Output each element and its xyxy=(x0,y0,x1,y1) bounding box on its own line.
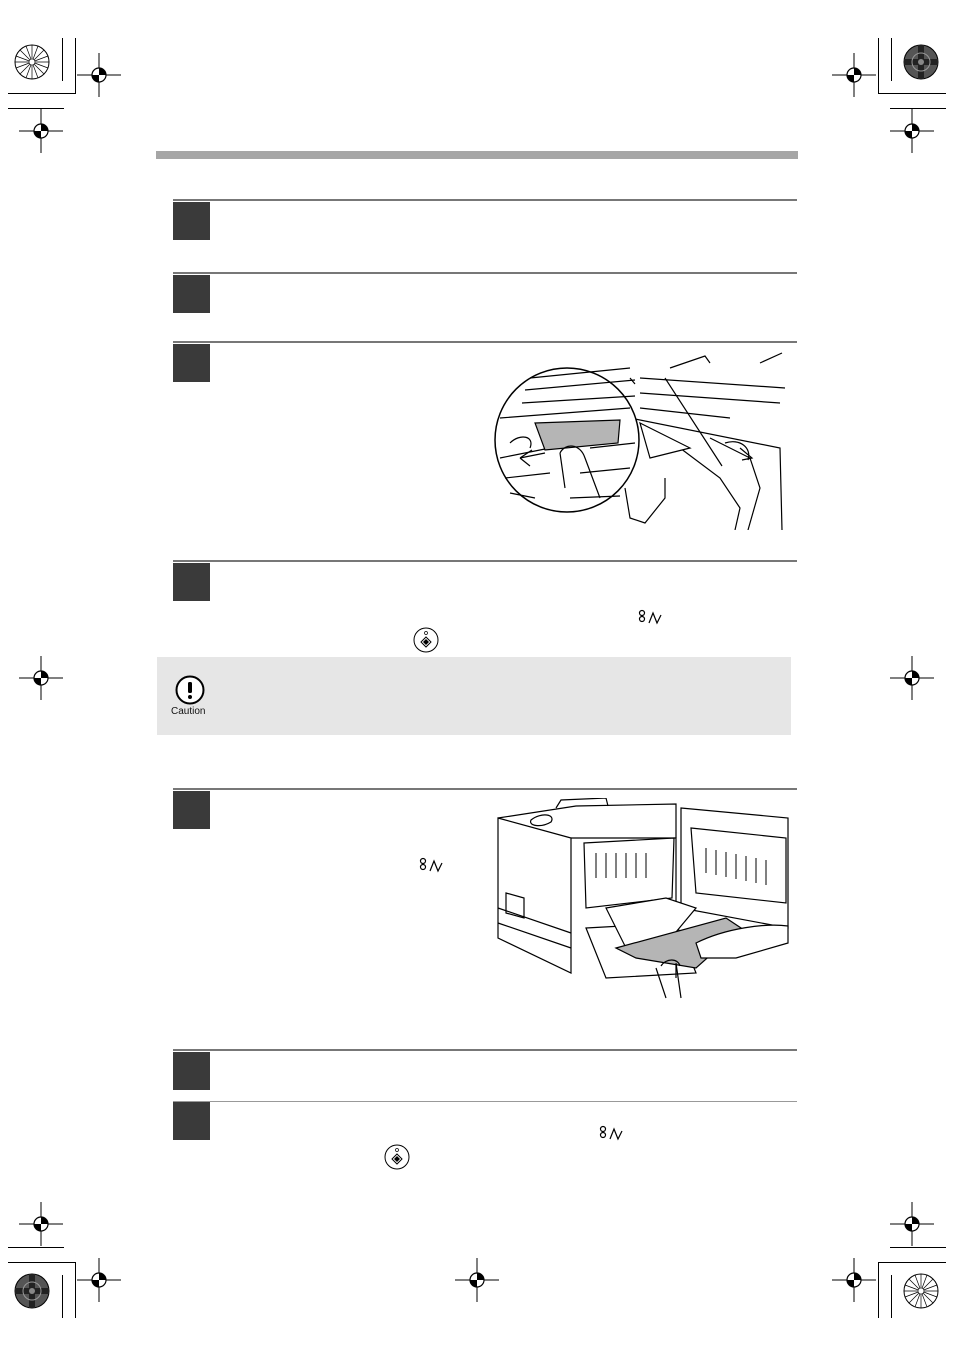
caution-box xyxy=(157,657,791,735)
jam-removal-illustration xyxy=(490,348,786,530)
step-divider xyxy=(173,341,797,343)
start-key-icon xyxy=(413,627,439,653)
misfeed-indicator-icon xyxy=(598,1125,626,1143)
caution-label: Caution xyxy=(171,706,206,717)
step-number-box xyxy=(173,1052,210,1090)
registration-mark-icon xyxy=(454,1257,500,1303)
step-divider xyxy=(173,272,797,274)
step-number-box xyxy=(173,344,210,382)
step-divider xyxy=(173,788,797,790)
misfeed-indicator-icon xyxy=(418,857,446,875)
registration-mark-icon xyxy=(18,655,64,701)
color-wheel-icon xyxy=(14,44,50,80)
misfeed-indicator-icon xyxy=(637,609,665,627)
registration-mark-icon xyxy=(831,1257,877,1303)
registration-mark-icon xyxy=(18,1201,64,1247)
step-number-box xyxy=(173,275,210,313)
registration-mark-icon xyxy=(889,108,935,154)
registration-mark-icon xyxy=(18,108,64,154)
registration-mark-icon xyxy=(889,655,935,701)
start-key-icon xyxy=(384,1144,410,1170)
step-divider xyxy=(173,199,797,201)
color-wheel-icon xyxy=(903,1273,939,1309)
header-bar xyxy=(156,151,798,159)
registration-mark-icon xyxy=(76,1257,122,1303)
step-number-box xyxy=(173,791,210,829)
step-number-box xyxy=(173,1102,210,1140)
registration-mark-icon xyxy=(889,1201,935,1247)
color-wheel-icon xyxy=(14,1273,50,1309)
step-divider xyxy=(173,560,797,562)
step-number-box xyxy=(173,563,210,601)
step-divider xyxy=(173,1049,797,1051)
exclamation-circle-icon xyxy=(175,675,205,705)
step-divider xyxy=(173,1101,797,1102)
step-number-box xyxy=(173,202,210,240)
registration-mark-icon xyxy=(831,52,877,98)
paper-feed-illustration xyxy=(496,798,790,1002)
registration-mark-icon xyxy=(76,52,122,98)
color-wheel-icon xyxy=(903,44,939,80)
